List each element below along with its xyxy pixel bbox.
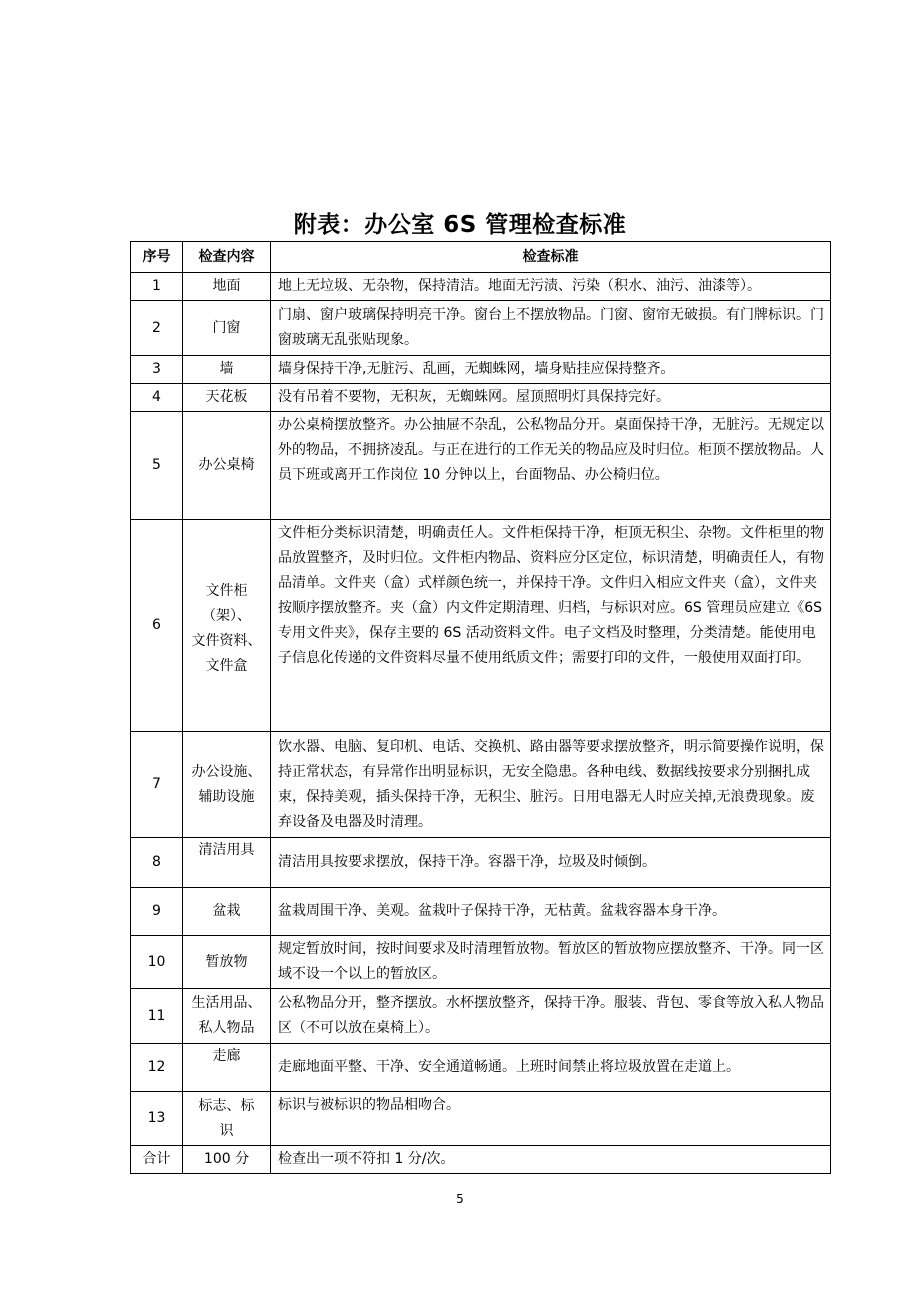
table-row [131, 1044, 831, 1092]
row-item-line: 辅助设施 [198, 788, 255, 805]
row-standard: 墙身保持干净,无脏污、乱画，无蜘蛛网，墙身贴挂应保持整齐。 [271, 356, 831, 384]
row-standard: 门扇、窗户玻璃保持明亮干净。窗台上不摆放物品。门窗、窗帘无破损。有门牌标识。门窗玻璃无乱张贴现象。 [271, 301, 831, 356]
row-item-line: 识 [219, 1122, 234, 1139]
row-standard: 办公桌椅摆放整齐。办公抽屉不杂乱，公私物品分开。桌面保持干净，无脏污。无规定以外的物品，不拥挤凌乱。与正在进行的工作无关的物品应及时归位。柜顶不摆放物品。人员下班或离开工作岗位 10 分钟以上，台面物品、办公椅归位。 [271, 412, 831, 520]
row-item: 墙 [183, 356, 271, 384]
table-header-row [131, 242, 831, 273]
row-no: 9 [131, 888, 183, 936]
row-no: 5 [131, 412, 183, 520]
row-item: 盆栽 [183, 888, 271, 936]
row-standard: 规定暂放时间，按时间要求及时清理暂放物。暂放区的暂放物应摆放整齐、干净。同一区域不设一个以上的暂放区。 [271, 936, 831, 989]
row-item-line: 生活用品、 [191, 995, 262, 1011]
row-standard: 清洁用具按要求摆放，保持干净。容器干净，垃圾及时倾倒。 [271, 838, 831, 888]
row-item [183, 520, 271, 732]
row-no: 3 [131, 356, 183, 384]
row-item-line: 文件盒 [205, 657, 248, 674]
row-item-line: 标志、标 [198, 1097, 255, 1114]
table-row [131, 412, 831, 520]
table-row [131, 384, 831, 412]
row-no: 1 [131, 273, 183, 301]
row-item [183, 989, 271, 1044]
row-item-line: 办公设施、 [191, 763, 262, 780]
row-no: 12 [131, 1044, 183, 1092]
header-standard: 检查标准 [271, 242, 831, 273]
page-title: 附表：办公室 6S 管理检查标准 [293, 212, 627, 238]
row-no: 6 [131, 520, 183, 732]
row-item-line: 文件柜 [205, 582, 248, 599]
row-item: 天花板 [183, 384, 271, 412]
row-item: 暂放物 [183, 936, 271, 989]
row-no: 7 [131, 732, 183, 838]
row-item: 走廊 [183, 1044, 271, 1092]
table-row [131, 520, 831, 732]
table-row [131, 838, 831, 888]
row-item: 清洁用具 [183, 838, 271, 888]
table-row [131, 356, 831, 384]
row-item: 门窗 [183, 301, 271, 356]
table-row [131, 1092, 831, 1146]
row-no: 4 [131, 384, 183, 412]
table-total-row [131, 1146, 831, 1174]
table-row [131, 301, 831, 356]
header-no: 序号 [131, 242, 183, 273]
row-standard: 没有吊着不要物，无积灰，无蜘蛛网。屋顶照明灯具保持完好。 [271, 384, 831, 412]
row-no: 13 [131, 1092, 183, 1146]
row-no: 2 [131, 301, 183, 356]
table-row [131, 936, 831, 989]
table-row [131, 732, 831, 838]
row-item-line: 文件资料、 [191, 632, 262, 649]
header-item: 检查内容 [183, 242, 271, 273]
table-row [131, 888, 831, 936]
table-row [131, 273, 831, 301]
inspection-standard-table [130, 241, 831, 1174]
total-label: 合计 [131, 1146, 183, 1174]
row-standard: 标识与被标识的物品相吻合。 [271, 1092, 831, 1146]
row-item: 地面 [183, 273, 271, 301]
row-item [183, 732, 271, 838]
row-no: 11 [131, 989, 183, 1044]
row-standard: 盆栽周围干净、美观。盆栽叶子保持干净，无枯黄。盆栽容器本身干净。 [271, 888, 831, 936]
row-item [183, 1092, 271, 1146]
row-standard: 走廊地面平整、干净、安全通道畅通。上班时间禁止将垃圾放置在走道上。 [271, 1044, 831, 1092]
row-no: 8 [131, 838, 183, 888]
total-rule: 检查出一项不符扣 1 分/次。 [271, 1146, 831, 1174]
row-standard: 文件柜分类标识清楚，明确责任人。文件柜保持干净，柜顶无积尘、杂物。文件柜里的物品放置整齐，及时归位。文件柜内物品、资料应分区定位，标识清楚，明确责任人，有物品清单。文件夹（盒）式样颜色统一，并保持干净。文件归入相应文件夹（盒），文件夹按顺序摆放整齐。夹（盒）内文件定期清理、归档，与标识对应。6S 管理员应建立《6S 专用文件夹》，保存主要的 6S 活动资料文件。电子文档及时整理，分类清楚。能使用电子信息化传递的文件资料尽量不使用纸质文件；需要打印的文件，一般使用双面打印。 [271, 520, 831, 732]
row-standard: 地上无垃圾、无杂物，保持清洁。地面无污渍、污染（积水、油污、油漆等）。 [271, 273, 831, 301]
row-standard: 公私物品分开，整齐摆放。水杯摆放整齐，保持干净。服装、背包、零食等放入私人物品区（不可以放在桌椅上）。 [271, 989, 831, 1044]
row-item-line: （架）、 [202, 607, 251, 624]
page-number: 5 [456, 1192, 464, 1206]
table-row [131, 989, 831, 1044]
row-standard: 饮水器、电脑、复印机、电话、交换机、路由器等要求摆放整齐，明示简要操作说明，保持正常状态，有异常作出明显标识，无安全隐患。各种电线、数据线按要求分别捆扎成束，保持美观，插头保持干净，无积尘、脏污。日用电器无人时应关掉,无浪费现象。废弃设备及电器及时清理。 [271, 732, 831, 838]
row-item-line: 私人物品 [198, 1020, 255, 1036]
total-score: 100 分 [183, 1146, 271, 1174]
row-item: 办公桌椅 [183, 412, 271, 520]
row-no: 10 [131, 936, 183, 989]
